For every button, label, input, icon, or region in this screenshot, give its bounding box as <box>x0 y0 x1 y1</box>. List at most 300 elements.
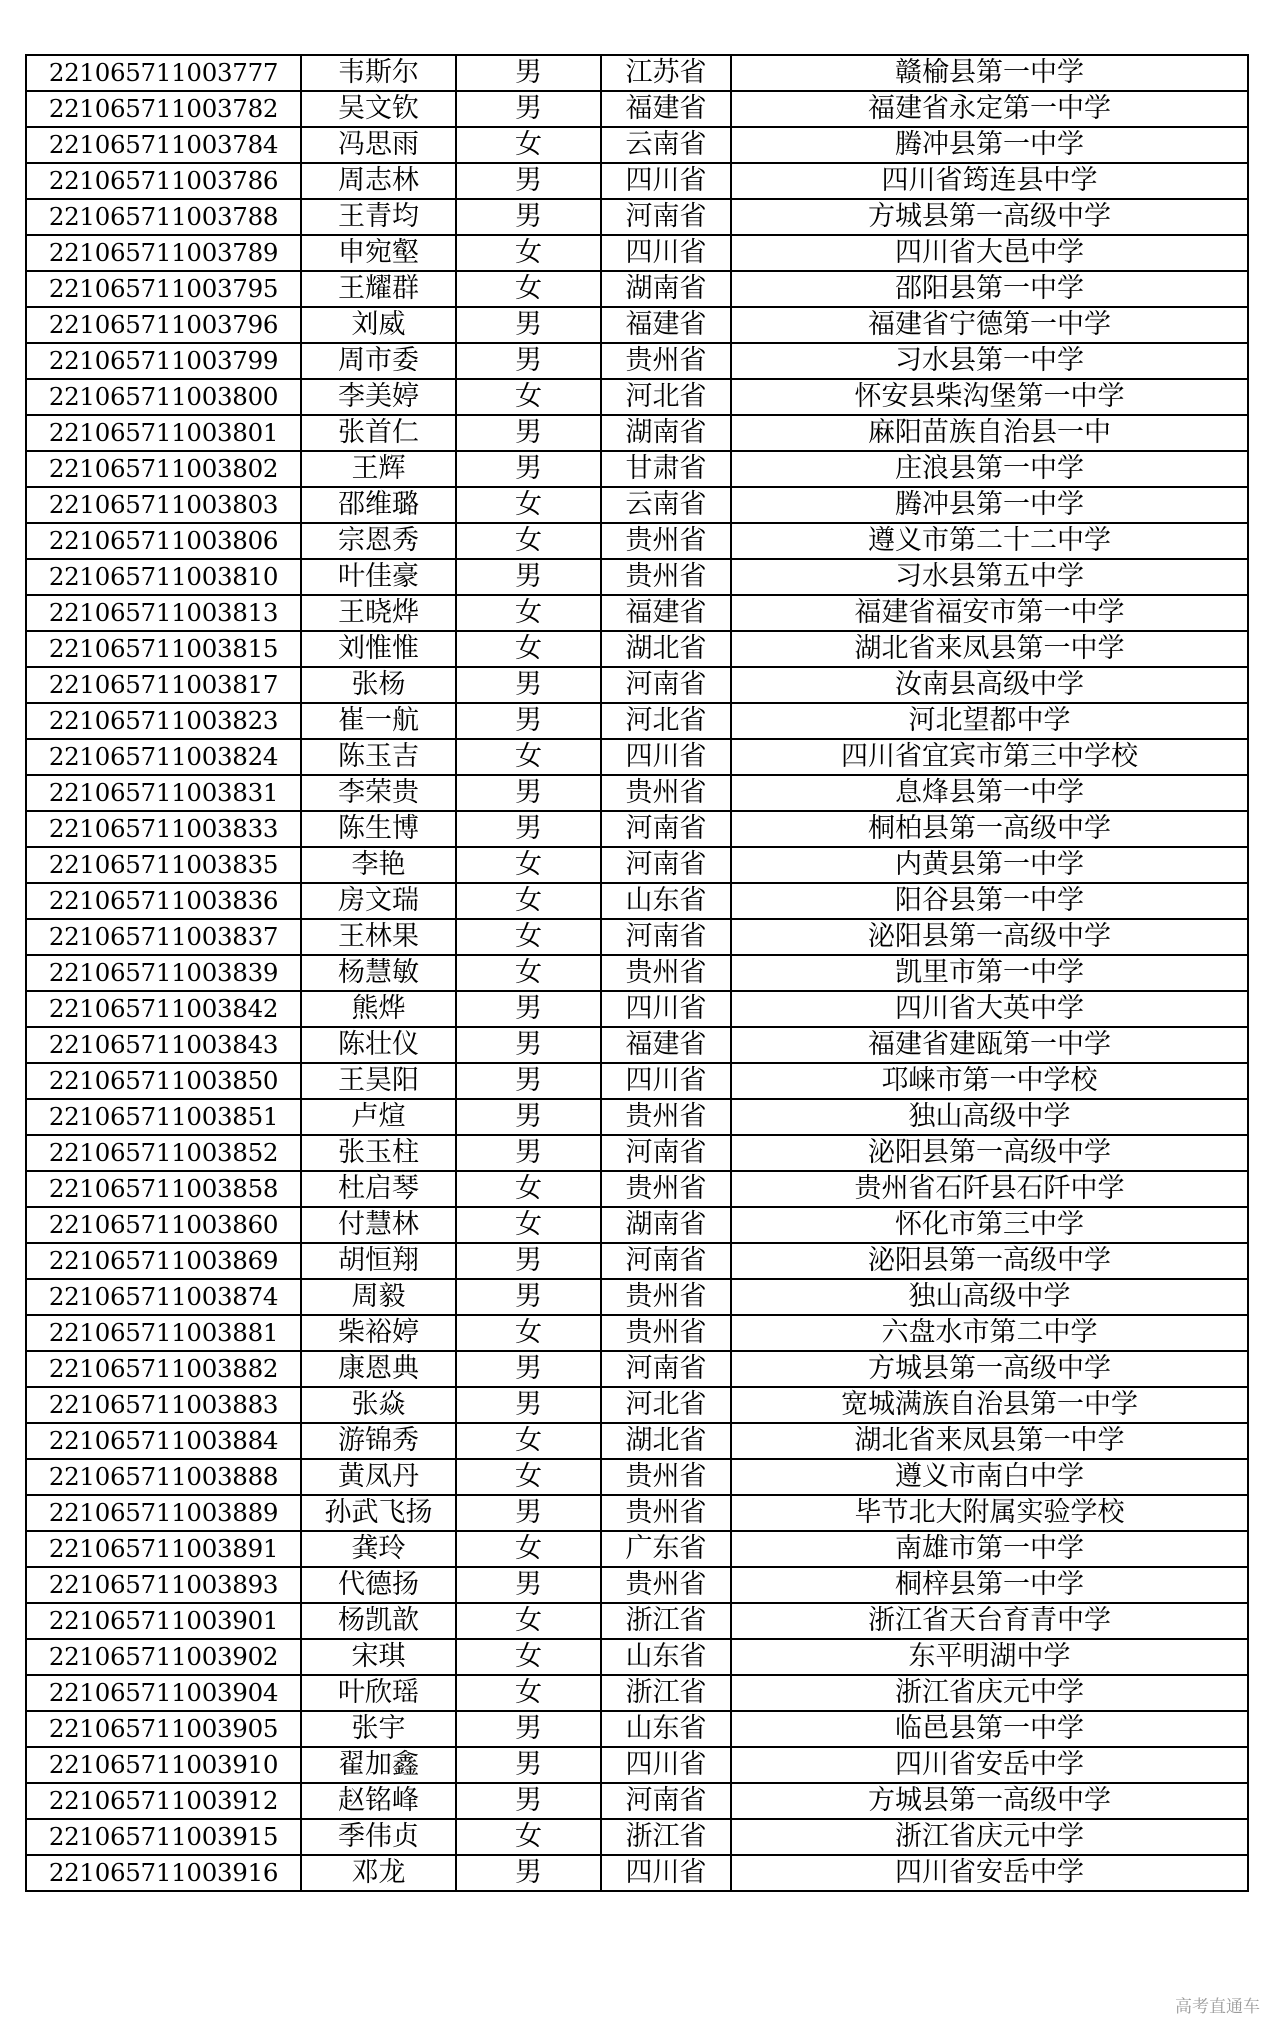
gender-cell: 女 <box>456 1603 601 1639</box>
province-cell: 河北省 <box>601 703 731 739</box>
id-cell: 221065711003837 <box>26 919 301 955</box>
province-cell: 河南省 <box>601 919 731 955</box>
name-cell: 刘惟惟 <box>301 631 456 667</box>
gender-cell: 男 <box>456 1099 601 1135</box>
name-cell: 李艳 <box>301 847 456 883</box>
school-cell: 遵义市南白中学 <box>731 1459 1248 1495</box>
gender-cell: 女 <box>456 127 601 163</box>
gender-cell: 男 <box>456 415 601 451</box>
table-row <box>26 235 1248 271</box>
gender-cell: 女 <box>456 271 601 307</box>
province-cell: 福建省 <box>601 1027 731 1063</box>
id-cell: 221065711003869 <box>26 1243 301 1279</box>
gender-cell: 女 <box>456 1639 601 1675</box>
province-cell: 云南省 <box>601 127 731 163</box>
province-cell: 贵州省 <box>601 775 731 811</box>
name-cell: 陈生博 <box>301 811 456 847</box>
school-cell: 泌阳县第一高级中学 <box>731 919 1248 955</box>
gender-cell: 女 <box>456 1531 601 1567</box>
name-cell: 付慧林 <box>301 1207 456 1243</box>
id-cell: 221065711003901 <box>26 1603 301 1639</box>
table-row <box>26 1063 1248 1099</box>
gender-cell: 男 <box>456 307 601 343</box>
school-cell: 遵义市第二十二中学 <box>731 523 1248 559</box>
province-cell: 四川省 <box>601 163 731 199</box>
id-cell: 221065711003789 <box>26 235 301 271</box>
school-cell: 毕节北大附属实验学校 <box>731 1495 1248 1531</box>
table-row <box>26 1711 1248 1747</box>
name-cell: 刘威 <box>301 307 456 343</box>
gender-cell: 男 <box>456 1711 601 1747</box>
table-row <box>26 163 1248 199</box>
table-row <box>26 271 1248 307</box>
gender-cell: 男 <box>456 1783 601 1819</box>
id-cell: 221065711003782 <box>26 91 301 127</box>
name-cell: 卢煊 <box>301 1099 456 1135</box>
name-cell: 王青均 <box>301 199 456 235</box>
name-cell: 宋琪 <box>301 1639 456 1675</box>
province-cell: 四川省 <box>601 991 731 1027</box>
id-cell: 221065711003836 <box>26 883 301 919</box>
gender-cell: 女 <box>456 1459 601 1495</box>
school-cell: 临邑县第一中学 <box>731 1711 1248 1747</box>
watermark-text: 高考直通车 <box>1175 1997 1260 2017</box>
province-cell: 河北省 <box>601 1387 731 1423</box>
school-cell: 方城县第一高级中学 <box>731 199 1248 235</box>
name-cell: 熊烨 <box>301 991 456 1027</box>
province-cell: 河南省 <box>601 811 731 847</box>
school-cell: 息烽县第一中学 <box>731 775 1248 811</box>
table-row <box>26 1351 1248 1387</box>
name-cell: 游锦秀 <box>301 1423 456 1459</box>
id-cell: 221065711003850 <box>26 1063 301 1099</box>
table-row <box>26 775 1248 811</box>
table-row <box>26 1531 1248 1567</box>
gender-cell: 男 <box>456 1351 601 1387</box>
id-cell: 221065711003881 <box>26 1315 301 1351</box>
name-cell: 周毅 <box>301 1279 456 1315</box>
id-cell: 221065711003891 <box>26 1531 301 1567</box>
school-cell: 四川省宜宾市第三中学校 <box>731 739 1248 775</box>
table-row <box>26 487 1248 523</box>
school-cell: 方城县第一高级中学 <box>731 1783 1248 1819</box>
gender-cell: 女 <box>456 523 601 559</box>
id-cell: 221065711003777 <box>26 55 301 91</box>
id-cell: 221065711003883 <box>26 1387 301 1423</box>
gender-cell: 男 <box>456 1747 601 1783</box>
id-cell: 221065711003916 <box>26 1855 301 1891</box>
province-cell: 甘肃省 <box>601 451 731 487</box>
table-row <box>26 955 1248 991</box>
table-row <box>26 883 1248 919</box>
id-cell: 221065711003788 <box>26 199 301 235</box>
school-cell: 阳谷县第一中学 <box>731 883 1248 919</box>
school-cell: 四川省筠连县中学 <box>731 163 1248 199</box>
school-cell: 怀化市第三中学 <box>731 1207 1248 1243</box>
gender-cell: 男 <box>456 1063 601 1099</box>
table-row <box>26 55 1248 91</box>
table-row <box>26 1243 1248 1279</box>
gender-cell: 男 <box>456 991 601 1027</box>
name-cell: 王林果 <box>301 919 456 955</box>
school-cell: 福建省福安市第一中学 <box>731 595 1248 631</box>
gender-cell: 男 <box>456 55 601 91</box>
id-cell: 221065711003882 <box>26 1351 301 1387</box>
name-cell: 张首仁 <box>301 415 456 451</box>
school-cell: 怀安县柴沟堡第一中学 <box>731 379 1248 415</box>
table-row <box>26 739 1248 775</box>
id-cell: 221065711003860 <box>26 1207 301 1243</box>
table-row <box>26 415 1248 451</box>
province-cell: 四川省 <box>601 235 731 271</box>
gender-cell: 男 <box>456 667 601 703</box>
gender-cell: 女 <box>456 883 601 919</box>
name-cell: 龚玲 <box>301 1531 456 1567</box>
name-cell: 陈壮仪 <box>301 1027 456 1063</box>
school-cell: 四川省安岳中学 <box>731 1747 1248 1783</box>
id-cell: 221065711003806 <box>26 523 301 559</box>
gender-cell: 男 <box>456 703 601 739</box>
province-cell: 湖南省 <box>601 415 731 451</box>
province-cell: 贵州省 <box>601 1459 731 1495</box>
school-cell: 汝南县高级中学 <box>731 667 1248 703</box>
id-cell: 221065711003902 <box>26 1639 301 1675</box>
gender-cell: 女 <box>456 739 601 775</box>
province-cell: 湖北省 <box>601 631 731 667</box>
school-cell: 习水县第五中学 <box>731 559 1248 595</box>
province-cell: 贵州省 <box>601 1171 731 1207</box>
name-cell: 宗恩秀 <box>301 523 456 559</box>
name-cell: 张焱 <box>301 1387 456 1423</box>
name-cell: 杨慧敏 <box>301 955 456 991</box>
id-cell: 221065711003858 <box>26 1171 301 1207</box>
name-cell: 周志林 <box>301 163 456 199</box>
gender-cell: 男 <box>456 199 601 235</box>
table-row <box>26 595 1248 631</box>
name-cell: 冯思雨 <box>301 127 456 163</box>
province-cell: 福建省 <box>601 91 731 127</box>
province-cell: 四川省 <box>601 1855 731 1891</box>
province-cell: 贵州省 <box>601 955 731 991</box>
name-cell: 王晓烨 <box>301 595 456 631</box>
id-cell: 221065711003843 <box>26 1027 301 1063</box>
school-cell: 桐梓县第一中学 <box>731 1567 1248 1603</box>
school-cell: 习水县第一中学 <box>731 343 1248 379</box>
gender-cell: 女 <box>456 1315 601 1351</box>
id-cell: 221065711003813 <box>26 595 301 631</box>
province-cell: 贵州省 <box>601 1315 731 1351</box>
province-cell: 湖南省 <box>601 1207 731 1243</box>
name-cell: 陈玉吉 <box>301 739 456 775</box>
id-cell: 221065711003803 <box>26 487 301 523</box>
table-row <box>26 379 1248 415</box>
id-cell: 221065711003810 <box>26 559 301 595</box>
province-cell: 贵州省 <box>601 559 731 595</box>
gender-cell: 男 <box>456 559 601 595</box>
school-cell: 独山高级中学 <box>731 1099 1248 1135</box>
name-cell: 张玉柱 <box>301 1135 456 1171</box>
table-row <box>26 1639 1248 1675</box>
school-cell: 内黄县第一中学 <box>731 847 1248 883</box>
school-cell: 湖北省来凤县第一中学 <box>731 631 1248 667</box>
id-cell: 221065711003786 <box>26 163 301 199</box>
id-cell: 221065711003796 <box>26 307 301 343</box>
id-cell: 221065711003889 <box>26 1495 301 1531</box>
gender-cell: 男 <box>456 91 601 127</box>
id-cell: 221065711003888 <box>26 1459 301 1495</box>
id-cell: 221065711003815 <box>26 631 301 667</box>
school-cell: 南雄市第一中学 <box>731 1531 1248 1567</box>
school-cell: 四川省大邑中学 <box>731 235 1248 271</box>
gender-cell: 女 <box>456 1171 601 1207</box>
table-row <box>26 1459 1248 1495</box>
gender-cell: 女 <box>456 487 601 523</box>
school-cell: 河北望都中学 <box>731 703 1248 739</box>
table-row <box>26 127 1248 163</box>
table-row <box>26 811 1248 847</box>
id-cell: 221065711003852 <box>26 1135 301 1171</box>
province-cell: 浙江省 <box>601 1819 731 1855</box>
school-cell: 方城县第一高级中学 <box>731 1351 1248 1387</box>
id-cell: 221065711003915 <box>26 1819 301 1855</box>
id-cell: 221065711003874 <box>26 1279 301 1315</box>
province-cell: 河南省 <box>601 1243 731 1279</box>
id-cell: 221065711003784 <box>26 127 301 163</box>
id-cell: 221065711003831 <box>26 775 301 811</box>
gender-cell: 女 <box>456 235 601 271</box>
table-row <box>26 1855 1248 1891</box>
gender-cell: 男 <box>456 1027 601 1063</box>
gender-cell: 女 <box>456 955 601 991</box>
table-row <box>26 631 1248 667</box>
name-cell: 胡恒翔 <box>301 1243 456 1279</box>
name-cell: 王辉 <box>301 451 456 487</box>
school-cell: 腾冲县第一中学 <box>731 487 1248 523</box>
id-cell: 221065711003795 <box>26 271 301 307</box>
province-cell: 湖北省 <box>601 1423 731 1459</box>
table-row <box>26 1675 1248 1711</box>
name-cell: 周市委 <box>301 343 456 379</box>
school-cell: 泌阳县第一高级中学 <box>731 1243 1248 1279</box>
school-cell: 宽城满族自治县第一中学 <box>731 1387 1248 1423</box>
table-row <box>26 343 1248 379</box>
province-cell: 贵州省 <box>601 1495 731 1531</box>
province-cell: 四川省 <box>601 739 731 775</box>
name-cell: 王昊阳 <box>301 1063 456 1099</box>
name-cell: 孙武飞扬 <box>301 1495 456 1531</box>
province-cell: 河南省 <box>601 667 731 703</box>
province-cell: 四川省 <box>601 1747 731 1783</box>
table-row <box>26 1495 1248 1531</box>
province-cell: 云南省 <box>601 487 731 523</box>
gender-cell: 男 <box>456 1855 601 1891</box>
id-cell: 221065711003839 <box>26 955 301 991</box>
school-cell: 赣榆县第一中学 <box>731 55 1248 91</box>
province-cell: 四川省 <box>601 1063 731 1099</box>
school-cell: 邛崃市第一中学校 <box>731 1063 1248 1099</box>
table-row <box>26 199 1248 235</box>
name-cell: 韦斯尔 <box>301 55 456 91</box>
name-cell: 叶欣瑶 <box>301 1675 456 1711</box>
school-cell: 凯里市第一中学 <box>731 955 1248 991</box>
province-cell: 贵州省 <box>601 523 731 559</box>
school-cell: 福建省建瓯第一中学 <box>731 1027 1248 1063</box>
name-cell: 邵维璐 <box>301 487 456 523</box>
school-cell: 邵阳县第一中学 <box>731 271 1248 307</box>
table-row <box>26 991 1248 1027</box>
id-cell: 221065711003801 <box>26 415 301 451</box>
name-cell: 邓龙 <box>301 1855 456 1891</box>
name-cell: 赵铭峰 <box>301 1783 456 1819</box>
school-cell: 福建省永定第一中学 <box>731 91 1248 127</box>
school-cell: 麻阳苗族自治县一中 <box>731 415 1248 451</box>
school-cell: 桐柏县第一高级中学 <box>731 811 1248 847</box>
name-cell: 柴裕婷 <box>301 1315 456 1351</box>
table-row <box>26 1423 1248 1459</box>
gender-cell: 女 <box>456 919 601 955</box>
province-cell: 河南省 <box>601 1351 731 1387</box>
table-row <box>26 1171 1248 1207</box>
province-cell: 河南省 <box>601 847 731 883</box>
gender-cell: 女 <box>456 379 601 415</box>
school-cell: 福建省宁德第一中学 <box>731 307 1248 343</box>
province-cell: 山东省 <box>601 1711 731 1747</box>
id-cell: 221065711003802 <box>26 451 301 487</box>
province-cell: 贵州省 <box>601 1567 731 1603</box>
school-cell: 四川省大英中学 <box>731 991 1248 1027</box>
gender-cell: 男 <box>456 163 601 199</box>
id-cell: 221065711003904 <box>26 1675 301 1711</box>
school-cell: 浙江省庆元中学 <box>731 1819 1248 1855</box>
name-cell: 叶佳豪 <box>301 559 456 595</box>
province-cell: 江苏省 <box>601 55 731 91</box>
name-cell: 杜启琴 <box>301 1171 456 1207</box>
gender-cell: 男 <box>456 1495 601 1531</box>
table-row <box>26 1819 1248 1855</box>
name-cell: 崔一航 <box>301 703 456 739</box>
id-cell: 221065711003910 <box>26 1747 301 1783</box>
id-cell: 221065711003893 <box>26 1567 301 1603</box>
name-cell: 季伟贞 <box>301 1819 456 1855</box>
school-cell: 湖北省来凤县第一中学 <box>731 1423 1248 1459</box>
name-cell: 申宛壑 <box>301 235 456 271</box>
name-cell: 张杨 <box>301 667 456 703</box>
school-cell: 浙江省庆元中学 <box>731 1675 1248 1711</box>
gender-cell: 女 <box>456 1819 601 1855</box>
table-row <box>26 1135 1248 1171</box>
province-cell: 河南省 <box>601 1135 731 1171</box>
school-cell: 腾冲县第一中学 <box>731 127 1248 163</box>
gender-cell: 男 <box>456 1567 601 1603</box>
school-cell: 庄浪县第一中学 <box>731 451 1248 487</box>
gender-cell: 男 <box>456 1387 601 1423</box>
table-row <box>26 307 1248 343</box>
id-cell: 221065711003835 <box>26 847 301 883</box>
gender-cell: 女 <box>456 1423 601 1459</box>
province-cell: 贵州省 <box>601 1279 731 1315</box>
gender-cell: 女 <box>456 1207 601 1243</box>
name-cell: 代德扬 <box>301 1567 456 1603</box>
name-cell: 翟加鑫 <box>301 1747 456 1783</box>
gender-cell: 女 <box>456 595 601 631</box>
table-row <box>26 919 1248 955</box>
gender-cell: 男 <box>456 451 601 487</box>
id-cell: 221065711003817 <box>26 667 301 703</box>
gender-cell: 男 <box>456 1135 601 1171</box>
table-row <box>26 1207 1248 1243</box>
table-row <box>26 1279 1248 1315</box>
gender-cell: 女 <box>456 1675 601 1711</box>
table-row <box>26 1027 1248 1063</box>
table-row <box>26 559 1248 595</box>
school-cell: 六盘水市第二中学 <box>731 1315 1248 1351</box>
gender-cell: 男 <box>456 811 601 847</box>
gender-cell: 女 <box>456 631 601 667</box>
table-row <box>26 1783 1248 1819</box>
province-cell: 浙江省 <box>601 1675 731 1711</box>
table-row <box>26 703 1248 739</box>
province-cell: 浙江省 <box>601 1603 731 1639</box>
roster-body <box>26 55 1248 1891</box>
name-cell: 王耀群 <box>301 271 456 307</box>
province-cell: 福建省 <box>601 307 731 343</box>
name-cell: 康恩典 <box>301 1351 456 1387</box>
province-cell: 福建省 <box>601 595 731 631</box>
gender-cell: 男 <box>456 343 601 379</box>
id-cell: 221065711003851 <box>26 1099 301 1135</box>
school-cell: 独山高级中学 <box>731 1279 1248 1315</box>
province-cell: 河北省 <box>601 379 731 415</box>
id-cell: 221065711003823 <box>26 703 301 739</box>
school-cell: 浙江省天台育青中学 <box>731 1603 1248 1639</box>
table-row <box>26 847 1248 883</box>
province-cell: 河南省 <box>601 1783 731 1819</box>
id-cell: 221065711003824 <box>26 739 301 775</box>
province-cell: 广东省 <box>601 1531 731 1567</box>
province-cell: 山东省 <box>601 1639 731 1675</box>
id-cell: 221065711003800 <box>26 379 301 415</box>
id-cell: 221065711003842 <box>26 991 301 1027</box>
name-cell: 杨凯歆 <box>301 1603 456 1639</box>
table-row <box>26 1315 1248 1351</box>
school-cell: 贵州省石阡县石阡中学 <box>731 1171 1248 1207</box>
id-cell: 221065711003912 <box>26 1783 301 1819</box>
id-cell: 221065711003799 <box>26 343 301 379</box>
id-cell: 221065711003884 <box>26 1423 301 1459</box>
school-cell: 东平明湖中学 <box>731 1639 1248 1675</box>
gender-cell: 女 <box>456 847 601 883</box>
province-cell: 山东省 <box>601 883 731 919</box>
name-cell: 房文瑞 <box>301 883 456 919</box>
school-cell: 泌阳县第一高级中学 <box>731 1135 1248 1171</box>
name-cell: 张宇 <box>301 1711 456 1747</box>
table-row <box>26 1603 1248 1639</box>
province-cell: 湖南省 <box>601 271 731 307</box>
table-row <box>26 1387 1248 1423</box>
name-cell: 吴文钦 <box>301 91 456 127</box>
table-row <box>26 451 1248 487</box>
gender-cell: 男 <box>456 775 601 811</box>
table-row <box>26 523 1248 559</box>
gender-cell: 男 <box>456 1243 601 1279</box>
id-cell: 221065711003833 <box>26 811 301 847</box>
province-cell: 河南省 <box>601 199 731 235</box>
province-cell: 贵州省 <box>601 343 731 379</box>
table-row <box>26 667 1248 703</box>
gender-cell: 男 <box>456 1279 601 1315</box>
province-cell: 贵州省 <box>601 1099 731 1135</box>
table-row <box>26 91 1248 127</box>
